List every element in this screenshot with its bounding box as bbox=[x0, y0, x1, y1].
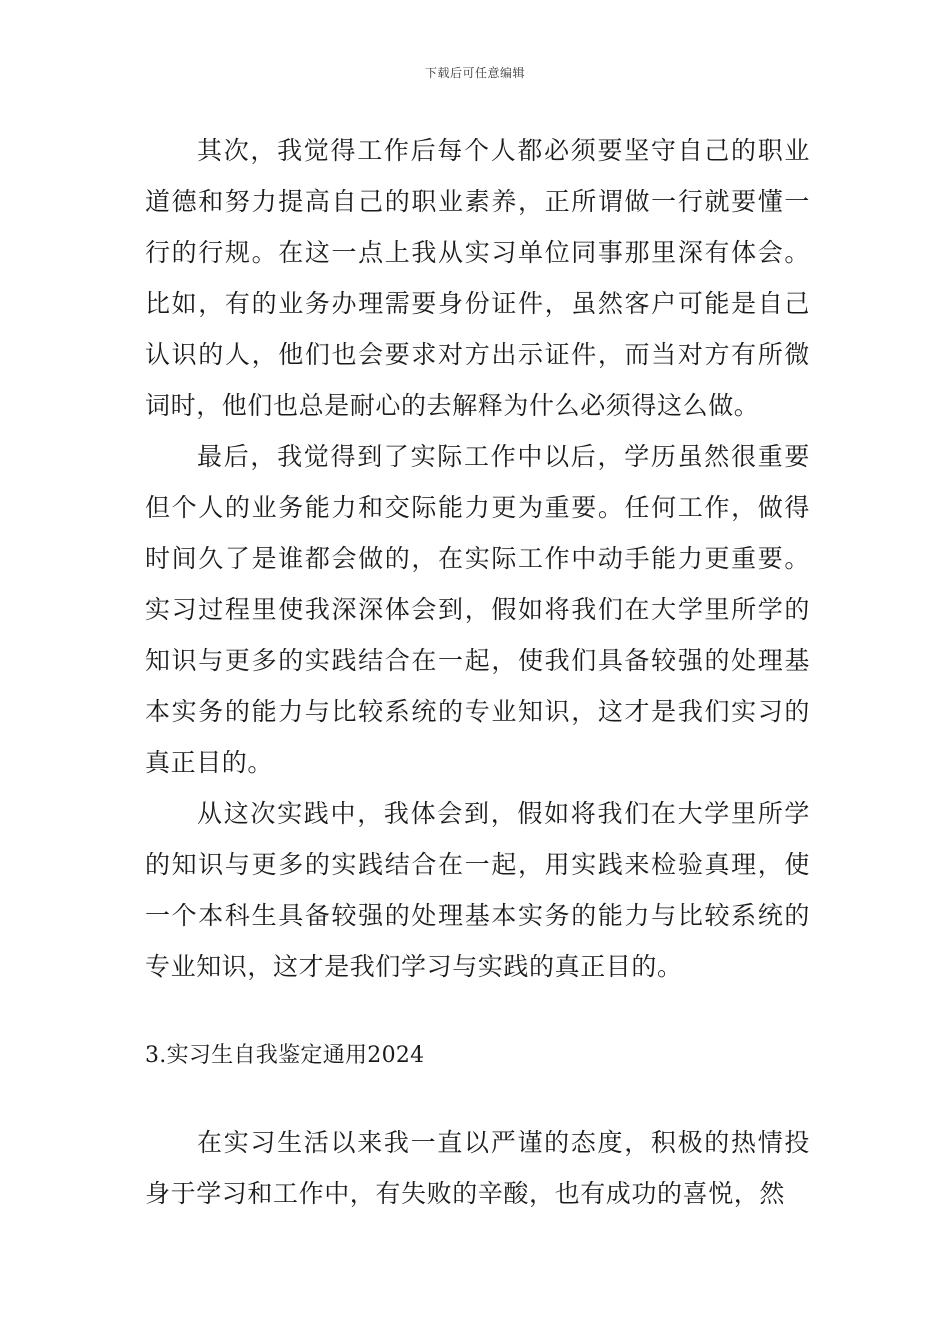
paragraph: 最后，我觉得到了实际工作中以后，学历虽然很重要但个人的业务能力和交际能力更为重要。任何工作，做得时间久了是谁都会做的，在实际工作中动手能力更重要。实习过程里使我深深体会到，假如将我们在大学里所学的知识与更多的实践结合在一起，使我们具备较强的处理基本实务的能力与比较系统的专业知识，这才是我们实习的真正目的。 bbox=[145, 442, 810, 777]
paragraph: 其次，我觉得工作后每个人都必须要坚守自己的职业道德和努力提高自己的职业素养，正所谓做一行就要懂一行的行规。在这一点上我从实习单位同事那里深有体会。比如，有的业务办理需要身份证件，虽然客户可能是自己认识的人，他们也会要求对方出示证件，而当对方有所微词时，他们也总是耐心的去解释为什么必须得这么做。 bbox=[145, 136, 810, 420]
paragraph: 在实习生活以来我一直以严谨的态度，积极的热情投身于学习和工作中，有失败的辛酸，也有成功的喜悦，然 bbox=[145, 1128, 810, 1208]
paragraph: 从这次实践中，我体会到，假如将我们在大学里所学的知识与更多的实践结合在一起，用实践来检验真理，使一个本科生具备较强的处理基本实务的能力与比较系统的专业知识，这才是我们学习与实践的真正目的。 bbox=[145, 799, 810, 981]
page-header: 下载后可任意编辑 bbox=[424, 66, 525, 80]
document-body bbox=[145, 125, 810, 1219]
section-heading: 3.实习生自我鉴定通用2024 bbox=[145, 1043, 425, 1068]
